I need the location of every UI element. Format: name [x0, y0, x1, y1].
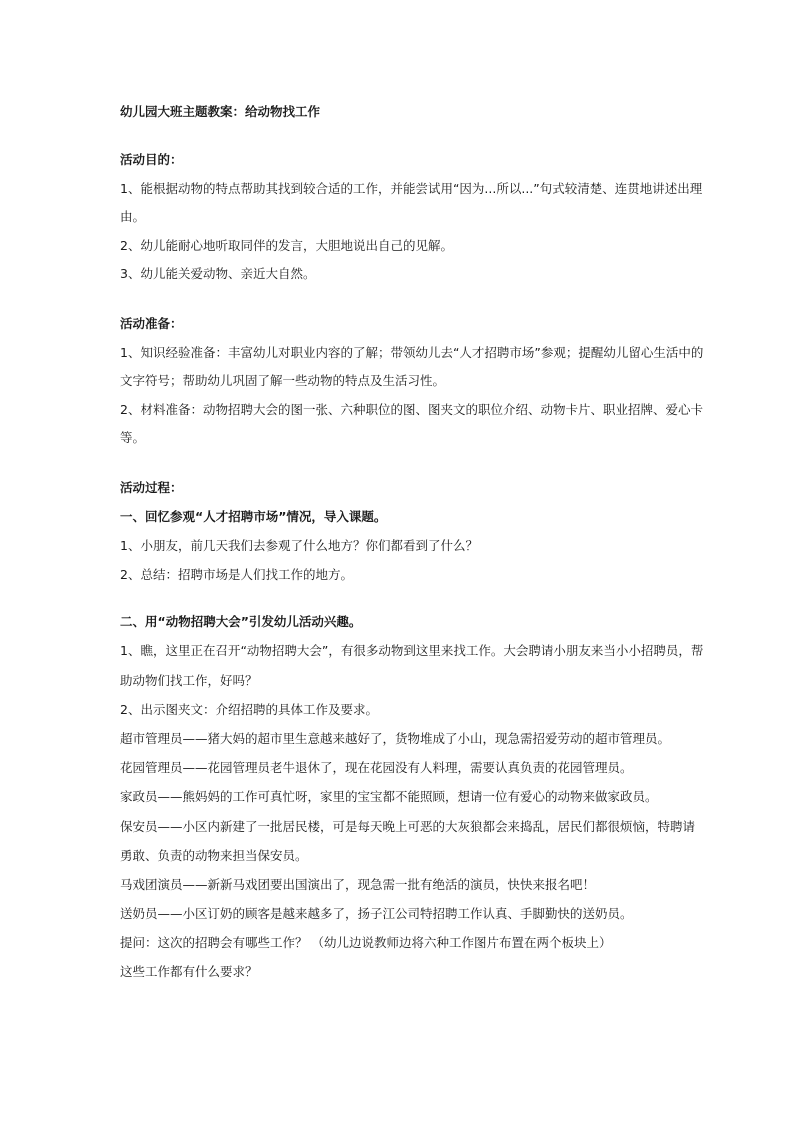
job-milk-delivery: 送奶员——小区订奶的顾客是越来越多了，扬子江公司特招聘工作认真、手脚勤快的送奶员。: [120, 906, 633, 921]
preparation-2-line-2: 等。: [120, 430, 146, 445]
objective-2: 2、幼儿能耐心地听取同伴的发言，大胆地说出自己的见解。: [120, 238, 453, 253]
job-security-line-2: 勇敢、负责的动物来担当保安员。: [120, 848, 308, 863]
question-2: 这些工作都有什么要求？: [120, 964, 258, 979]
section-2-item-1-line-2: 助动物们找工作，好吗？: [120, 673, 258, 688]
job-housekeeper: 家政员——熊妈妈的工作可真忙呀，家里的宝宝都不能照顾，想请一位有爱心的动物来做家政员。: [120, 789, 658, 804]
section-2-item-1-line-1: 1、瞧，这里正在召开“动物招聘大会”，有很多动物到这里来找工作。大会聘请小朋友来当小小招聘员，帮: [120, 643, 704, 658]
section-2-heading: 二、用“动物招聘大会”引发幼儿活动兴趣。: [120, 614, 362, 629]
section-1-item-2: 2、总结：招聘市场是人们找工作的地方。: [120, 567, 353, 582]
preparation-2-line-1: 2、材料准备：动物招聘大会的图一张、六种职位的图、图夹文的职位介绍、动物卡片、职业招牌、爱心卡: [120, 402, 703, 417]
objective-1-line-1: 1、能根据动物的特点帮助其找到较合适的工作，并能尝试用“因为...所以...”句式较清楚、连贯地讲述出理: [120, 181, 703, 196]
preparation-1-line-2: 文字符号；帮助幼儿巩固了解一些动物的特点及生活习性。: [120, 373, 446, 388]
job-garden: 花园管理员——花园管理员老牛退休了，现在花园没有人料理，需要认真负责的花园管理员。: [120, 760, 633, 775]
objective-3: 3、幼儿能关爱动物、亲近大自然。: [120, 266, 316, 281]
document-title: 幼儿园大班主题教案：给动物找工作: [120, 104, 321, 119]
question-1: 提问：这次的招聘会有哪些工作？ （幼儿边说教师边将六种工作图片布置在两个板块上）: [120, 935, 612, 950]
section-1-item-1: 1、小朋友，前几天我们去参观了什么地方？你们都看到了什么？: [120, 538, 478, 553]
objective-1-line-2: 由。: [120, 209, 146, 224]
preparation-1-line-1: 1、知识经验准备：丰富幼儿对职业内容的了解；带领幼儿去“人才招聘市场”参观；提醒幼儿留心生活中的: [120, 345, 704, 360]
objectives-heading: 活动目的：: [120, 152, 183, 167]
section-1-heading: 一、回忆参观“人才招聘市场”情况，导入课题。: [120, 509, 387, 524]
job-circus: 马戏团演员——新新马戏团要出国演出了，现急需一批有绝活的演员，快快来报名吧！: [120, 877, 596, 892]
section-2-item-2: 2、出示图夹文：介绍招聘的具体工作及要求。: [120, 702, 378, 717]
job-supermarket: 超市管理员——猪大妈的超市里生意越来越好了，货物堆成了小山，现急需招爱劳动的超市管理员。: [120, 731, 671, 746]
job-security-line-1: 保安员——小区内新建了一批居民楼，可是每天晚上可恶的大灰狼都会来捣乱，居民们都很烦恼，特聘请: [120, 819, 696, 834]
process-heading: 活动过程：: [120, 480, 183, 495]
preparation-heading: 活动准备：: [120, 316, 183, 331]
